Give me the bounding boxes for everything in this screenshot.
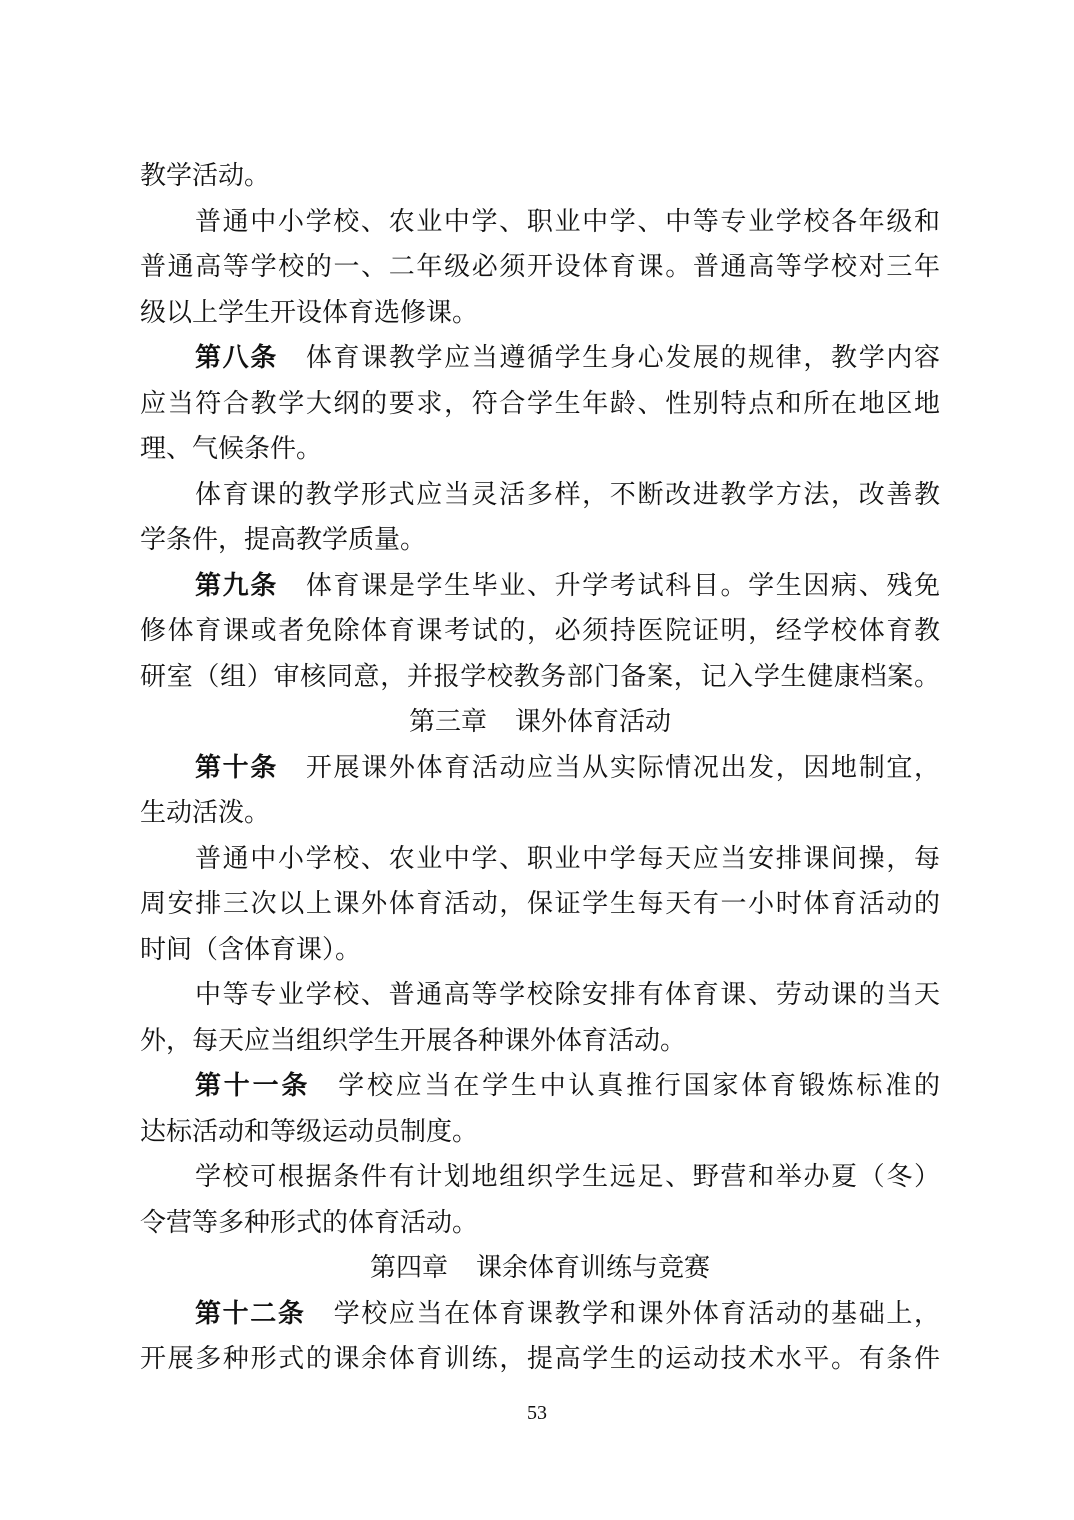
paragraph-line: 普通中小学校、农业中学、职业中学、中等专业学校各年级和 [195, 206, 940, 237]
paragraph-line: 研室（组）审核同意，并报学校教务部门备案，记入学生健康档案。 [140, 661, 940, 692]
article-11-line-1 [140, 1064, 940, 1110]
paragraph-text: 体育课是学生毕业、升学考试科目。学生因病、残免 [305, 570, 940, 601]
paragraph-line: 体育课的教学形式应当灵活多样，不断改进教学方法，改善教 [195, 479, 940, 510]
article-9-line-1 [140, 564, 940, 610]
chapter-number: 第三章 [408, 707, 487, 737]
chapter-title: 课外体育活动 [515, 707, 672, 737]
paragraph-text: 开展课外体育活动应当从实际情况出发，因地制宜， [305, 752, 940, 783]
article-heading: 第八条 [195, 343, 278, 373]
paragraph-line: 应当符合教学大纲的要求，符合学生年龄、性别特点和所在地区地 [140, 388, 940, 419]
paragraph-line: 周安排三次以上课外体育活动，保证学生每天有一小时体育活动的 [140, 889, 940, 919]
paragraph-line: 达标活动和等级运动员制度。 [140, 1116, 479, 1147]
article-heading: 第九条 [195, 570, 278, 601]
paragraph-line: 理、气候条件。 [140, 434, 323, 464]
paragraph-line: 普通高等学校的一、二年级必须开设体育课。普通高等学校对三年 [140, 252, 940, 282]
article-12-line-1 [140, 1292, 940, 1338]
paragraph-text: 学校应当在学生中认真推行国家体育锻炼标准的 [338, 1071, 940, 1101]
chapter-heading [140, 700, 940, 746]
paragraph-line: 级以上学生开设体育选修课。 [140, 297, 479, 328]
paragraph-text: 学校应当在体育课教学和课外体育活动的基础上， [333, 1298, 940, 1329]
page-number: 53 [527, 1402, 547, 1424]
paragraph-line: 时间（含体育课）。 [140, 934, 362, 965]
paragraph-line: 生动活泼。 [140, 798, 271, 828]
paragraph-line: 外，每天应当组织学生开展各种课外体育活动。 [140, 1025, 687, 1056]
chapter-heading [140, 1246, 940, 1292]
paragraph-line: 普通中小学校、农业中学、职业中学每天应当安排课间操，每 [195, 843, 940, 874]
article-heading: 第十二条 [195, 1298, 306, 1329]
paragraph-line: 学条件，提高教学质量。 [140, 525, 427, 555]
paragraph-line: 中等专业学校、普通高等学校除安排有体育课、劳动课的当天 [195, 980, 940, 1010]
document-body [140, 154, 940, 1383]
paragraph-line: 修体育课或者免除体育课考试的，必须持医院证明，经学校体育教 [140, 616, 940, 646]
chapter-title: 课余体育训练与竞赛 [476, 1253, 711, 1283]
article-heading: 第十一条 [195, 1071, 311, 1101]
article-heading: 第十条 [195, 752, 278, 783]
chapter-number: 第四章 [369, 1253, 448, 1283]
article-10-line-1 [140, 746, 940, 792]
paragraph-line: 开展多种形式的课余体育训练，提高学生的运动技术水平。有条件 [140, 1344, 940, 1374]
paragraph-line: 教学活动。 [140, 161, 271, 191]
paragraph-text: 体育课教学应当遵循学生身心发展的规律，教学内容 [305, 343, 940, 373]
paragraph-line: 令营等多种形式的体育活动。 [140, 1207, 479, 1238]
paragraph-line: 学校可根据条件有计划地组织学生远足、野营和举办夏（冬） [195, 1162, 940, 1192]
article-8-line-1 [140, 336, 940, 382]
